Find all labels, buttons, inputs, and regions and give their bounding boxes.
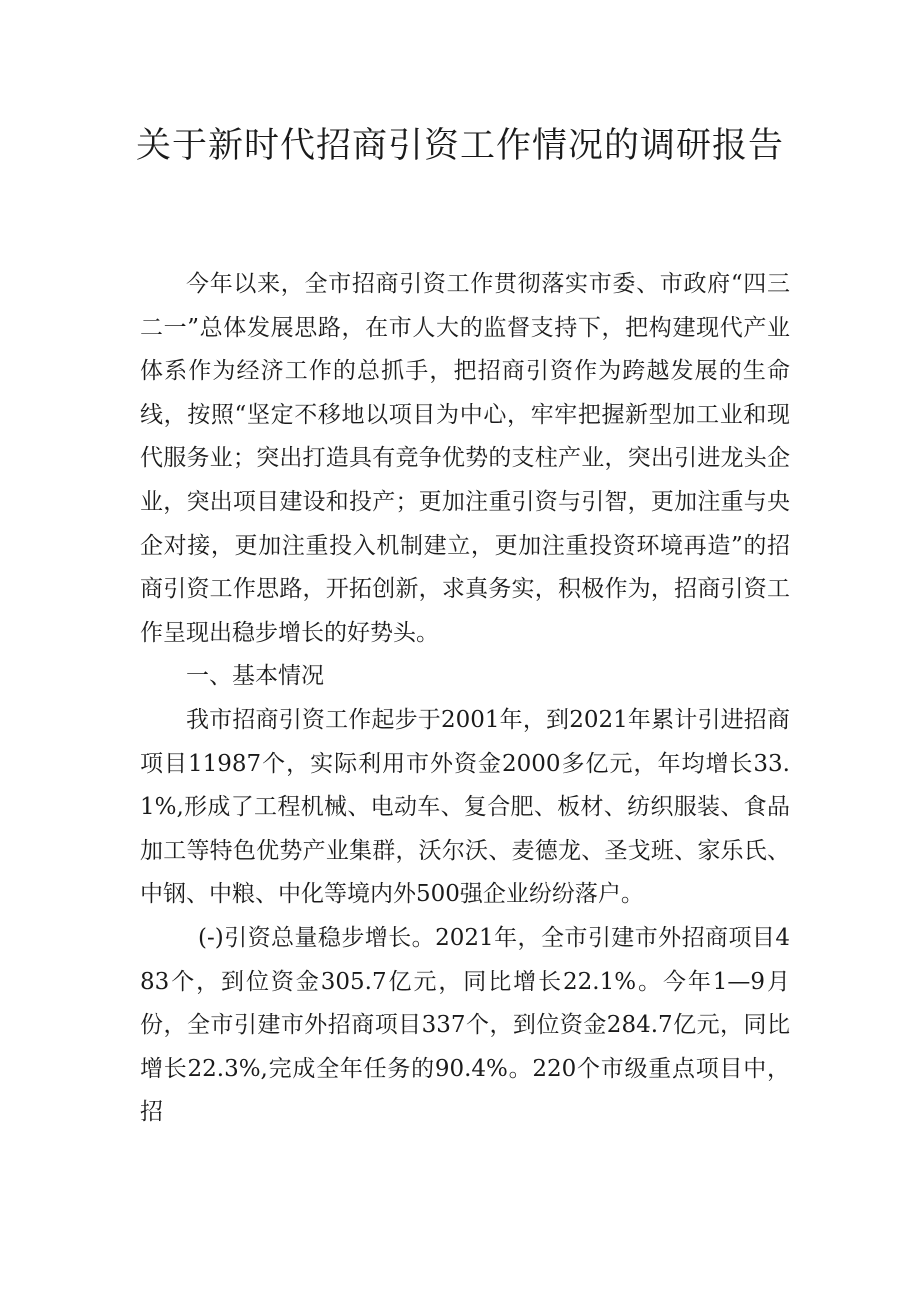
paragraph-investment-growth: (-)引资总量稳步增长。2021年，全市引建市外招商项目483个，到位资金305.7亿元，同比增长22.1%。今年1—9月份，全市引建市外招商项目337个，到位资金284.7亿元，同比增长22.3%,完成全年任务的90.4%。220个市级重点项目中，招 xyxy=(140,924,790,1126)
section-heading-basic-situation: 一、基本情况 xyxy=(186,663,324,690)
paragraph-basic-situation: 我市招商引资工作起步于2001年，到2021年累计引进招商项目11987个，实际利用市外资金2000多亿元，年均增长33.1%,形成了工程机械、电动车、复合肥、板材、纺织服装、食品加工等特色优势产业集群，沃尔沃、麦德龙、圣戈班、家乐氏、中钢、中粮、中化等境内外500强企业纷纷落户。 xyxy=(140,706,790,908)
paragraph-intro: 今年以来，全市招商引资工作贯彻落实市委、市政府“四三二一”总体发展思路，在市人大的监督支持下，把构建现代产业体系作为经济工作的总抓手，把招商引资作为跨越发展的生命线，按照“坚定不移地以项目为中心，牢牢把握新型加工业和现代服务业；突出打造具有竞争优势的支柱产业，突出引进龙头企业，突出项目建设和投产；更加注重引资与引智，更加注重与央企对接，更加注重投入机制建立，更加注重投资环境再造”的招商引资工作思路，开拓创新，求真务实，积极作为，招商引资工作呈现出稳步增长的好势头。 xyxy=(140,271,790,646)
document-body xyxy=(140,263,790,1135)
document-title: 关于新时代招商引资工作情况的调研报告 xyxy=(135,126,784,166)
